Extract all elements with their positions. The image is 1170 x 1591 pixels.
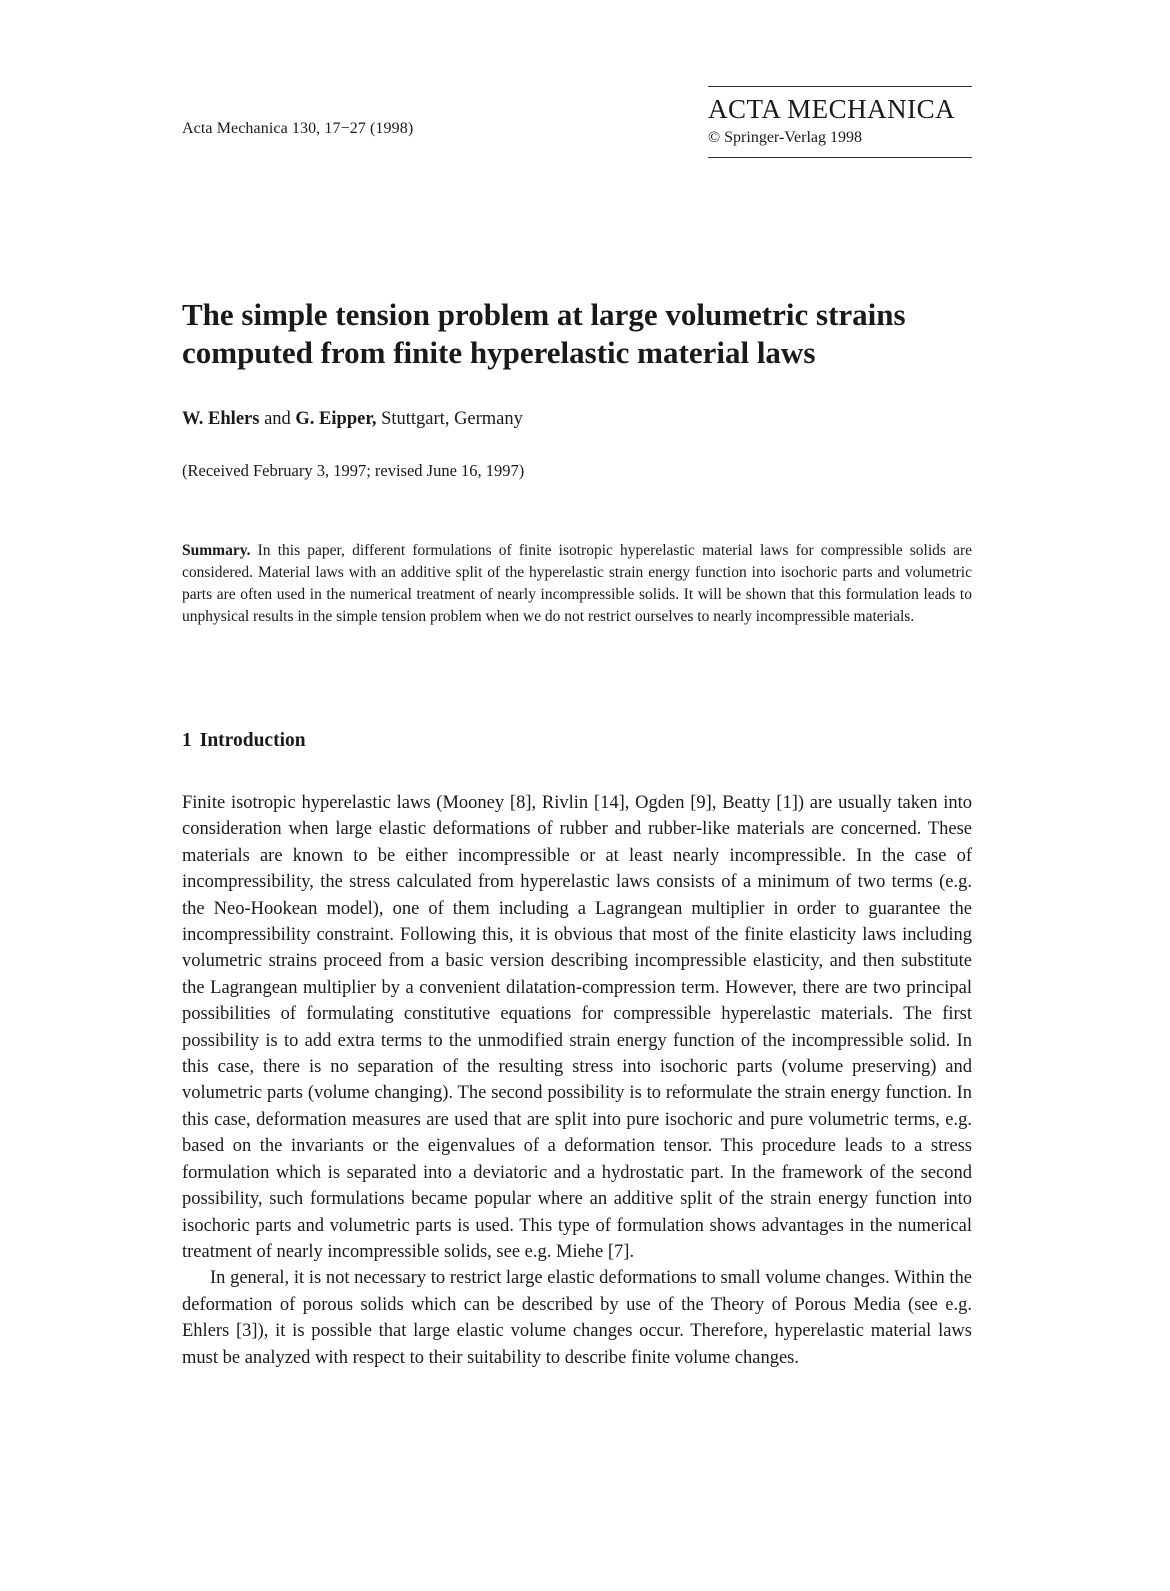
summary-abstract xyxy=(182,540,972,628)
author-conjunction: and xyxy=(264,409,291,429)
introduction-body xyxy=(182,790,972,1371)
article-title-line-2: computed from finite hyperelastic material laws xyxy=(182,335,816,370)
author-location: Stuttgart, Germany xyxy=(381,409,523,429)
journal-masthead xyxy=(708,86,972,158)
journal-name: ACTA MECHANICA xyxy=(708,94,956,124)
author-2: G. Eipper, xyxy=(295,409,377,429)
body-paragraph-1: Finite isotropic hyperelastic laws (Mooney [8], Rivlin [14], Ogden [9], Beatty [1]) are usually taken into consideration when large elastic deformations of rubber and rubber-like materials are concerned. These materials are known to be either incompressible or at least nearly incompressible. In the case of incompressibility, the stress calculated from hyperelastic laws consists of a minimum of two terms (e.g. the Neo-Hookean model), one of them including a Lagrangean multiplier in order to guarantee the incompressibility constraint. Following this, it is obvious that most of the finite elasticity laws including volumetric strains proceed from a basic version describing incompressible elasticity, and then substitute the Lagrangean multiplier by a convenient dilatation-compression term. However, there are two principal possibilities of formulating constitutive equations for compressible hyperelastic materials. The first possibility is to add extra terms to the unmodified strain energy function of the incompressible solid. In this case, there is no separation of the resulting stress into isochoric parts (volume preserving) and volumetric parts (volume changing). The second possibility is to reformulate the strain energy function. In this case, deformation measures are used that are split into pure isochoric and pure volumetric terms, e.g. based on the invariants or the eigenvalues of a deformation tensor. This procedure leads to a stress formulation which is separated into a deviatoric and a hydrostatic part. In the framework of the second possibility, such formulations became popular where an additive split of the strain energy function into isochoric parts and volumetric parts is used. This type of formulation shows advantages in the numerical treatment of nearly incompressible solids, see e.g. Miehe [7]. xyxy=(182,793,972,1262)
section-number: 1 xyxy=(182,730,192,751)
section-title: Introduction xyxy=(199,730,306,751)
article-title xyxy=(182,296,982,372)
section-heading-introduction xyxy=(182,730,306,752)
author-1: W. Ehlers xyxy=(182,409,260,429)
received-dates: (Received February 3, 1997; revised June 16, 1997) xyxy=(182,461,525,480)
publisher-copyright: © Springer-Verlag 1998 xyxy=(708,129,863,146)
summary-label: Summary. xyxy=(182,542,251,559)
journal-citation: Acta Mechanica 130, 17−27 (1998) xyxy=(182,120,414,137)
summary-text: In this paper, different formulations of finite isotropic hyperelastic material laws for compressible solids are considered. Material laws with an additive split of the hyperelastic strain energy function into isochoric parts and volumetric parts are often used in the numerical treatment of nearly incompressible solids. It will be shown that this formulation leads to unphysical results in the simple tension problem when we do not restrict ourselves to nearly incompressible materials. xyxy=(182,542,972,625)
body-paragraph-2: In general, it is not necessary to restrict large elastic deformations to small volume changes. Within the deformation of porous solids which can be described by use of the Theory of Porous Media (see e.g. Ehlers [3]), it is possible that large elastic volume changes occur. Therefore, hyperelastic material laws must be analyzed with respect to their suitability to describe finite volume changes. xyxy=(182,1268,972,1368)
article-title-line-1: The simple tension problem at large volumetric strains xyxy=(182,297,906,332)
author-line xyxy=(182,409,523,430)
